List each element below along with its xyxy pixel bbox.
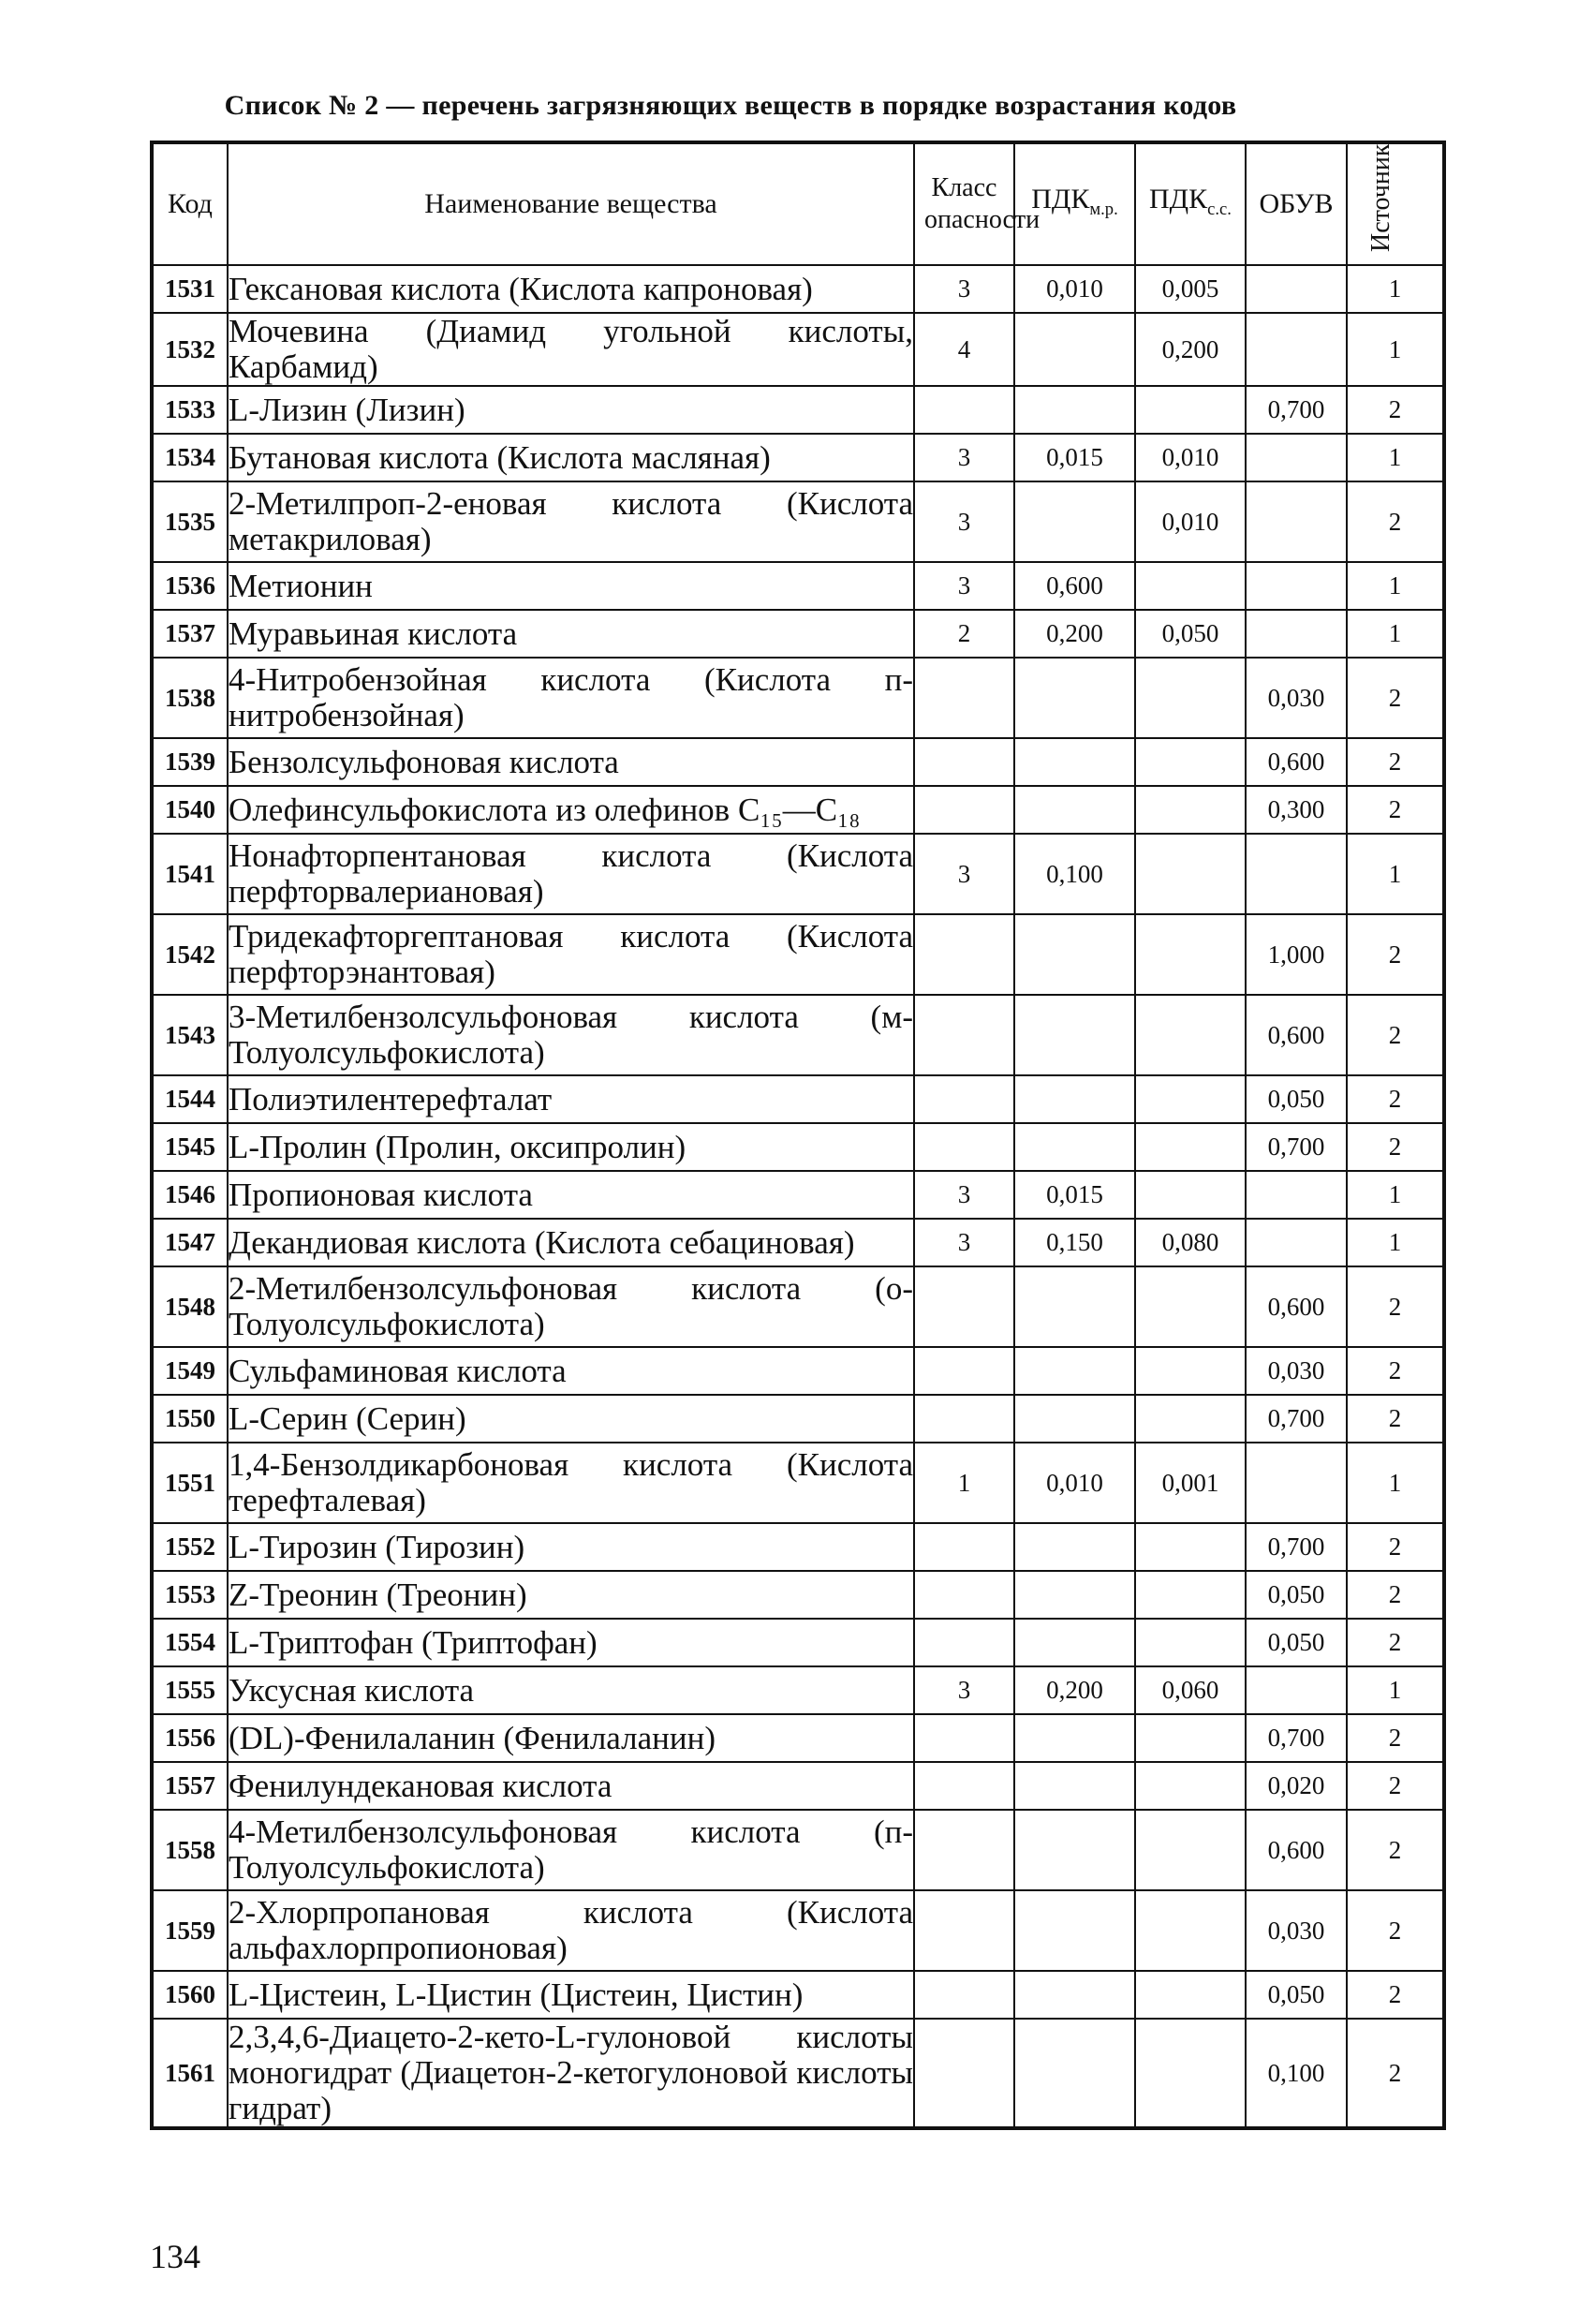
cell-code: 1555 [152,1666,228,1714]
cell-pdk-ss [1135,1171,1246,1219]
cell-obuv: 0,700 [1246,386,1347,434]
cell-name: Уксусная кислота [228,1666,914,1714]
header-pdk-mr-label: ПДК [1031,183,1090,215]
cell-obuv: 0,030 [1246,1890,1347,1971]
cell-hazard-class [914,1571,1014,1619]
cell-code: 1540 [152,786,228,834]
cell-code: 1554 [152,1619,228,1666]
header-source-label: Источник [1365,143,1395,252]
cell-code: 1531 [152,265,228,313]
cell-name: Фенилундекановая кислота [228,1762,914,1810]
cell-code: 1549 [152,1347,228,1395]
cell-pdk-mr: 0,600 [1014,562,1135,610]
cell-pdk-mr [1014,1347,1135,1395]
table-row [152,1443,1444,1523]
header-source [1347,142,1444,265]
cell-hazard-class [914,2019,1014,2128]
cell-obuv: 0,600 [1246,1810,1347,1890]
cell-obuv [1246,1171,1347,1219]
cell-pdk-mr [1014,1971,1135,2019]
table-row [152,1714,1444,1762]
page-number: 134 [150,2238,200,2275]
cell-code: 1559 [152,1890,228,1971]
cell-hazard-class [914,914,1014,995]
cell-code: 1552 [152,1523,228,1571]
cell-pdk-ss [1135,1762,1246,1810]
cell-pdk-mr [1014,1395,1135,1443]
cell-name: Метионин [228,562,914,610]
cell-pdk-mr: 0,100 [1014,834,1135,914]
cell-name: 1,4-Бензолдикарбоновая кислота (Кислота терефталевая) [228,1443,914,1523]
cell-pdk-ss [1135,1075,1246,1123]
cell-obuv: 0,300 [1246,786,1347,834]
cell-hazard-class: 3 [914,481,1014,562]
header-code: Код [152,142,228,265]
cell-pdk-ss: 0,010 [1135,481,1246,562]
cell-source: 2 [1347,2019,1444,2128]
cell-name: Пропионовая кислота [228,1171,914,1219]
cell-obuv [1246,313,1347,386]
header-pdk-ss-sub: с.с. [1207,199,1232,219]
cell-source: 2 [1347,1971,1444,2019]
cell-pdk-mr: 0,010 [1014,265,1135,313]
cell-obuv [1246,481,1347,562]
cell-hazard-class [914,1619,1014,1666]
cell-source: 1 [1347,1219,1444,1266]
cell-pdk-mr [1014,313,1135,386]
cell-obuv: 0,030 [1246,658,1347,738]
cell-obuv: 0,600 [1246,738,1347,786]
cell-pdk-mr [1014,386,1135,434]
table-row [152,610,1444,658]
table-row [152,1890,1444,1971]
cell-name: Декандиовая кислота (Кислота себациновая) [228,1219,914,1266]
cell-code: 1533 [152,386,228,434]
cell-pdk-ss [1135,1395,1246,1443]
cell-hazard-class: 3 [914,1666,1014,1714]
cell-pdk-ss: 0,080 [1135,1219,1246,1266]
cell-name: 2-Метилбензолсульфоновая кислота (о-Толуолсульфокислота) [228,1266,914,1347]
table-row [152,1075,1444,1123]
table-row [152,834,1444,914]
cell-name: Гексановая кислота (Кислота капроновая) [228,265,914,313]
cell-hazard-class: 3 [914,434,1014,481]
cell-name: Муравьиная кислота [228,610,914,658]
cell-source: 2 [1347,914,1444,995]
table-row [152,1810,1444,1890]
cell-source: 2 [1347,1347,1444,1395]
cell-hazard-class [914,386,1014,434]
cell-code: 1557 [152,1762,228,1810]
cell-pdk-mr [1014,2019,1135,2128]
table-row [152,2019,1444,2128]
cell-obuv: 0,050 [1246,1619,1347,1666]
page-title: Список № 2 — перечень загрязняющих веществ в порядке возрастания кодов [224,90,1237,121]
cell-pdk-ss [1135,1619,1246,1666]
cell-code: 1534 [152,434,228,481]
cell-hazard-class [914,1266,1014,1347]
cell-pdk-mr: 0,200 [1014,610,1135,658]
cell-code: 1560 [152,1971,228,2019]
cell-code: 1538 [152,658,228,738]
cell-pdk-ss [1135,658,1246,738]
cell-hazard-class: 1 [914,1443,1014,1523]
cell-name: L-Цистеин, L-Цистин (Цистеин, Цистин) [228,1971,914,2019]
cell-pdk-ss [1135,1523,1246,1571]
cell-pdk-ss [1135,786,1246,834]
cell-hazard-class [914,1075,1014,1123]
table-row [152,738,1444,786]
cell-hazard-class: 3 [914,1171,1014,1219]
table-row [152,995,1444,1075]
table-row [152,786,1444,834]
cell-pdk-ss: 0,001 [1135,1443,1246,1523]
cell-hazard-class: 3 [914,1219,1014,1266]
cell-obuv: 0,030 [1246,1347,1347,1395]
cell-code: 1551 [152,1443,228,1523]
cell-source: 2 [1347,1762,1444,1810]
cell-obuv: 0,050 [1246,1075,1347,1123]
cell-hazard-class [914,1523,1014,1571]
cell-code: 1537 [152,610,228,658]
cell-source: 1 [1347,265,1444,313]
cell-name: L-Лизин (Лизин) [228,386,914,434]
cell-source: 1 [1347,610,1444,658]
cell-pdk-ss [1135,834,1246,914]
cell-pdk-ss [1135,914,1246,995]
cell-source: 2 [1347,481,1444,562]
cell-source: 2 [1347,1571,1444,1619]
cell-pdk-ss: 0,005 [1135,265,1246,313]
cell-source: 2 [1347,786,1444,834]
header-pdk-ss-label: ПДК [1149,183,1208,215]
cell-hazard-class [914,738,1014,786]
header-pdk-mr-sub: м.р. [1089,199,1118,219]
cell-name: 2-Метилпроп-2-еновая кислота (Кислота метакриловая) [228,481,914,562]
cell-code: 1561 [152,2019,228,2128]
cell-name: Сульфаминовая кислота [228,1347,914,1395]
cell-source: 2 [1347,1890,1444,1971]
cell-pdk-mr [1014,481,1135,562]
cell-obuv: 0,700 [1246,1395,1347,1443]
cell-pdk-ss: 0,050 [1135,610,1246,658]
cell-name: Бензолсульфоновая кислота [228,738,914,786]
cell-name: Олефинсульфокислота из олефинов C₁₅—C₁₈ [228,786,914,834]
cell-pdk-mr [1014,1266,1135,1347]
cell-source: 2 [1347,386,1444,434]
cell-source: 2 [1347,1714,1444,1762]
cell-name: 2,3,4,6-Диацето-2-кето-L-гулоновой кислоты моногидрат (Диацетон-2-кетогулоновой кислоты гидрат) [229,2019,913,2126]
cell-pdk-ss: 0,060 [1135,1666,1246,1714]
table-row [152,313,1444,386]
cell-code: 1553 [152,1571,228,1619]
cell-hazard-class: 2 [914,610,1014,658]
header-obuv: ОБУВ [1246,142,1347,265]
cell-source: 2 [1347,1810,1444,1890]
table-row [152,914,1444,995]
cell-code: 1556 [152,1714,228,1762]
cell-pdk-ss: 0,200 [1135,313,1246,386]
table-row [152,1219,1444,1266]
cell-hazard-class [914,1123,1014,1171]
cell-name: Бутановая кислота (Кислота масляная) [228,434,914,481]
table-row [152,1971,1444,2019]
cell-source: 2 [1347,1523,1444,1571]
cell-pdk-ss [1135,1571,1246,1619]
cell-hazard-class [914,1810,1014,1890]
header-pdk-ss [1135,142,1246,265]
table-row [152,1123,1444,1171]
cell-source: 2 [1347,995,1444,1075]
cell-pdk-mr [1014,658,1135,738]
cell-obuv [1246,265,1347,313]
cell-hazard-class [914,1762,1014,1810]
cell-pdk-ss [1135,1890,1246,1971]
cell-source: 1 [1347,562,1444,610]
cell-name: L-Пролин (Пролин, оксипролин) [228,1123,914,1171]
table-body [152,265,1444,2128]
cell-name: Нонафторпентановая кислота (Кислота перфторвалериановая) [228,834,914,914]
cell-source: 2 [1347,1619,1444,1666]
cell-pdk-ss [1135,386,1246,434]
table-row [152,1395,1444,1443]
table-row [152,1266,1444,1347]
cell-name: (DL)-Фенилаланин (Фенилаланин) [228,1714,914,1762]
cell-hazard-class [914,995,1014,1075]
cell-pdk-mr [1014,786,1135,834]
header-hazard-class: Класс опасности [914,142,1014,265]
cell-obuv: 0,050 [1246,1971,1347,2019]
cell-code: 1547 [152,1219,228,1266]
cell-hazard-class: 3 [914,562,1014,610]
cell-obuv [1246,434,1347,481]
cell-name: L-Тирозин (Тирозин) [228,1523,914,1571]
table-row [152,481,1444,562]
cell-name: Тридекафторгептановая кислота (Кислота перфторэнантовая) [228,914,914,995]
cell-source: 1 [1347,1171,1444,1219]
cell-hazard-class [914,1395,1014,1443]
cell-obuv [1246,1443,1347,1523]
cell-hazard-class: 3 [914,265,1014,313]
cell-pdk-mr: 0,015 [1014,1171,1135,1219]
cell-hazard-class [914,1714,1014,1762]
cell-obuv: 0,020 [1246,1762,1347,1810]
table-row [152,1171,1444,1219]
cell-source: 2 [1347,738,1444,786]
cell-obuv: 0,700 [1246,1714,1347,1762]
cell-code: 1535 [152,481,228,562]
cell-code: 1536 [152,562,228,610]
cell-obuv: 0,100 [1246,2019,1347,2128]
cell-pdk-mr: 0,150 [1014,1219,1135,1266]
cell-pdk-ss [1135,1347,1246,1395]
cell-pdk-mr [1014,1075,1135,1123]
cell-obuv: 0,600 [1246,1266,1347,1347]
cell-hazard-class [914,1890,1014,1971]
cell-pdk-ss [1135,1810,1246,1890]
table-row [152,1523,1444,1571]
cell-pdk-ss [1135,1714,1246,1762]
cell-pdk-mr: 0,015 [1014,434,1135,481]
cell-code: 1550 [152,1395,228,1443]
cell-source: 1 [1347,834,1444,914]
cell-name: 4-Нитробензойная кислота (Кислота п-нитробензойная) [228,658,914,738]
table-row [152,265,1444,313]
cell-code: 1545 [152,1123,228,1171]
cell-pdk-mr [1014,1523,1135,1571]
cell-pdk-mr [1014,1571,1135,1619]
cell-code: 1543 [152,995,228,1075]
cell-code: 1539 [152,738,228,786]
table-row [152,562,1444,610]
cell-pdk-ss [1135,562,1246,610]
cell-code: 1546 [152,1171,228,1219]
table-row [152,1762,1444,1810]
table-row [152,658,1444,738]
cell-hazard-class: 3 [914,834,1014,914]
cell-name: 4-Метилбензолсульфоновая кислота (п-Толуолсульфокислота) [228,1810,914,1890]
cell-pdk-mr [1014,914,1135,995]
cell-name: 2-Хлорпропановая кислота (Кислота альфахлорпропионовая) [228,1890,914,1971]
cell-hazard-class [914,1971,1014,2019]
cell-name: L-Серин (Серин) [228,1395,914,1443]
table-row [152,1666,1444,1714]
cell-hazard-class [914,786,1014,834]
cell-source: 2 [1347,1123,1444,1171]
cell-code: 1541 [152,834,228,914]
cell-name: Полиэтилентерефталат [228,1075,914,1123]
pollutants-table [150,141,1446,2130]
cell-code: 1532 [152,313,228,386]
cell-name: 3-Метилбензолсульфоновая кислота (м-Толуолсульфокислота) [228,995,914,1075]
cell-pdk-mr: 0,200 [1014,1666,1135,1714]
cell-hazard-class [914,1347,1014,1395]
cell-pdk-mr [1014,1714,1135,1762]
cell-obuv [1246,1666,1347,1714]
cell-pdk-ss [1135,1971,1246,2019]
cell-pdk-ss [1135,1266,1246,1347]
cell-name: Z-Треонин (Треонин) [228,1571,914,1619]
cell-source: 1 [1347,434,1444,481]
cell-name: L-Триптофан (Триптофан) [228,1619,914,1666]
cell-code: 1544 [152,1075,228,1123]
cell-pdk-mr [1014,738,1135,786]
cell-source: 2 [1347,658,1444,738]
header-name: Наименование вещества [228,142,914,265]
cell-obuv [1246,834,1347,914]
cell-pdk-ss: 0,010 [1135,434,1246,481]
cell-pdk-mr [1014,995,1135,1075]
cell-pdk-mr [1014,1123,1135,1171]
cell-pdk-mr [1014,1890,1135,1971]
cell-pdk-mr [1014,1619,1135,1666]
cell-pdk-ss [1135,738,1246,786]
cell-obuv: 0,700 [1246,1523,1347,1571]
cell-pdk-ss [1135,2019,1246,2128]
cell-source: 1 [1347,1443,1444,1523]
cell-pdk-ss [1135,995,1246,1075]
table-row [152,1571,1444,1619]
cell-obuv [1246,610,1347,658]
cell-code: 1548 [152,1266,228,1347]
cell-pdk-ss [1135,1123,1246,1171]
cell-obuv: 0,050 [1246,1571,1347,1619]
cell-name: Мочевина (Диамид угольной кислоты, Карбамид) [229,313,913,385]
cell-code: 1558 [152,1810,228,1890]
table-row [152,1619,1444,1666]
cell-obuv [1246,1219,1347,1266]
cell-source: 2 [1347,1266,1444,1347]
cell-obuv: 0,700 [1246,1123,1347,1171]
table-row [152,1347,1444,1395]
cell-pdk-mr: 0,010 [1014,1443,1135,1523]
cell-obuv [1246,562,1347,610]
cell-hazard-class: 4 [914,313,1014,386]
table-row [152,434,1444,481]
cell-source: 2 [1347,1075,1444,1123]
cell-source: 1 [1347,1666,1444,1714]
cell-pdk-mr [1014,1762,1135,1810]
cell-code: 1542 [152,914,228,995]
cell-obuv: 0,600 [1246,995,1347,1075]
cell-hazard-class [914,658,1014,738]
cell-pdk-mr [1014,1810,1135,1890]
cell-source: 2 [1347,1395,1444,1443]
cell-obuv: 1,000 [1246,914,1347,995]
header-pdk-mr [1014,142,1135,265]
table-row [152,386,1444,434]
cell-source: 1 [1347,313,1444,386]
header-row [152,142,1444,265]
